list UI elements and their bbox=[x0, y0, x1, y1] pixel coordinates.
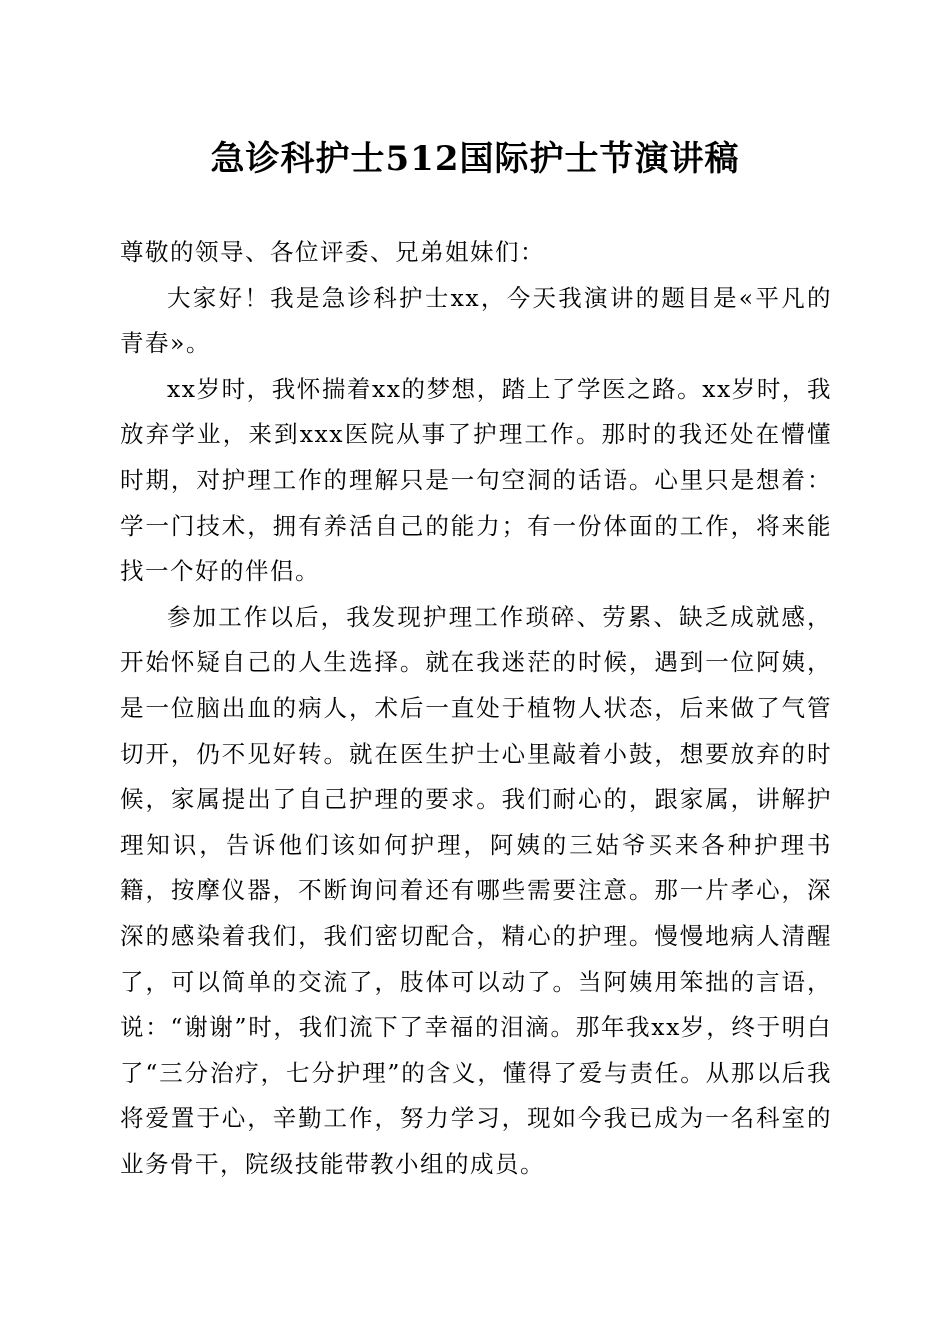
paragraph-early-career: xx岁时，我怀揣着xx的梦想，踏上了学医之路。xx岁时，我放弃学业，来到xxx医院从事了护理工作。那时的我还处在懵懂时期，对护理工作的理解只是一句空洞的话语。心里只是想着：学一门技术，拥有养活自己的能力；有一份体面的工作，将来能找一个好的伴侣。 bbox=[120, 374, 832, 586]
document-body bbox=[120, 230, 832, 1187]
document-title: 急诊科护士512国际护士节演讲稿 bbox=[210, 139, 740, 179]
paragraph-turning-point: 参加工作以后，我发现护理工作琐碎、劳累、缺乏成就感，开始怀疑自己的人生选择。就在我迷茫的时候，遇到一位阿姨，是一位脑出血的病人，术后一直处于植物人状态，后来做了气管切开，仍不见好转。就在医生护士心里敲着小鼓，想要放弃的时候，家属提出了自己护理的要求。我们耐心的，跟家属，讲解护理知识，告诉他们该如何护理，阿姨的三姑爷买来各种护理书籍，按摩仪器，不断询问着还有哪些需要注意。那一片孝心，深深的感染着我们，我们密切配合，精心的护理。慢慢地病人清醒了，可以简单的交流了，肢体可以动了。当阿姨用笨拙的言语，说：“谢谢”时，我们流下了幸福的泪滴。那年我xx岁，终于明白了“三分治疗，七分护理”的含义，懂得了爱与责任。从那以后我将爱置于心，辛勤工作，努力学习，现如今我已成为一名科室的业务骨干，院级技能带教小组的成员。 bbox=[120, 602, 832, 1178]
greeting-line: 尊敬的领导、各位评委、兄弟姐妹们： bbox=[120, 238, 545, 266]
paragraph-intro: 大家好！我是急诊科护士xx，今天我演讲的题目是«平凡的青春»。 bbox=[120, 283, 832, 358]
